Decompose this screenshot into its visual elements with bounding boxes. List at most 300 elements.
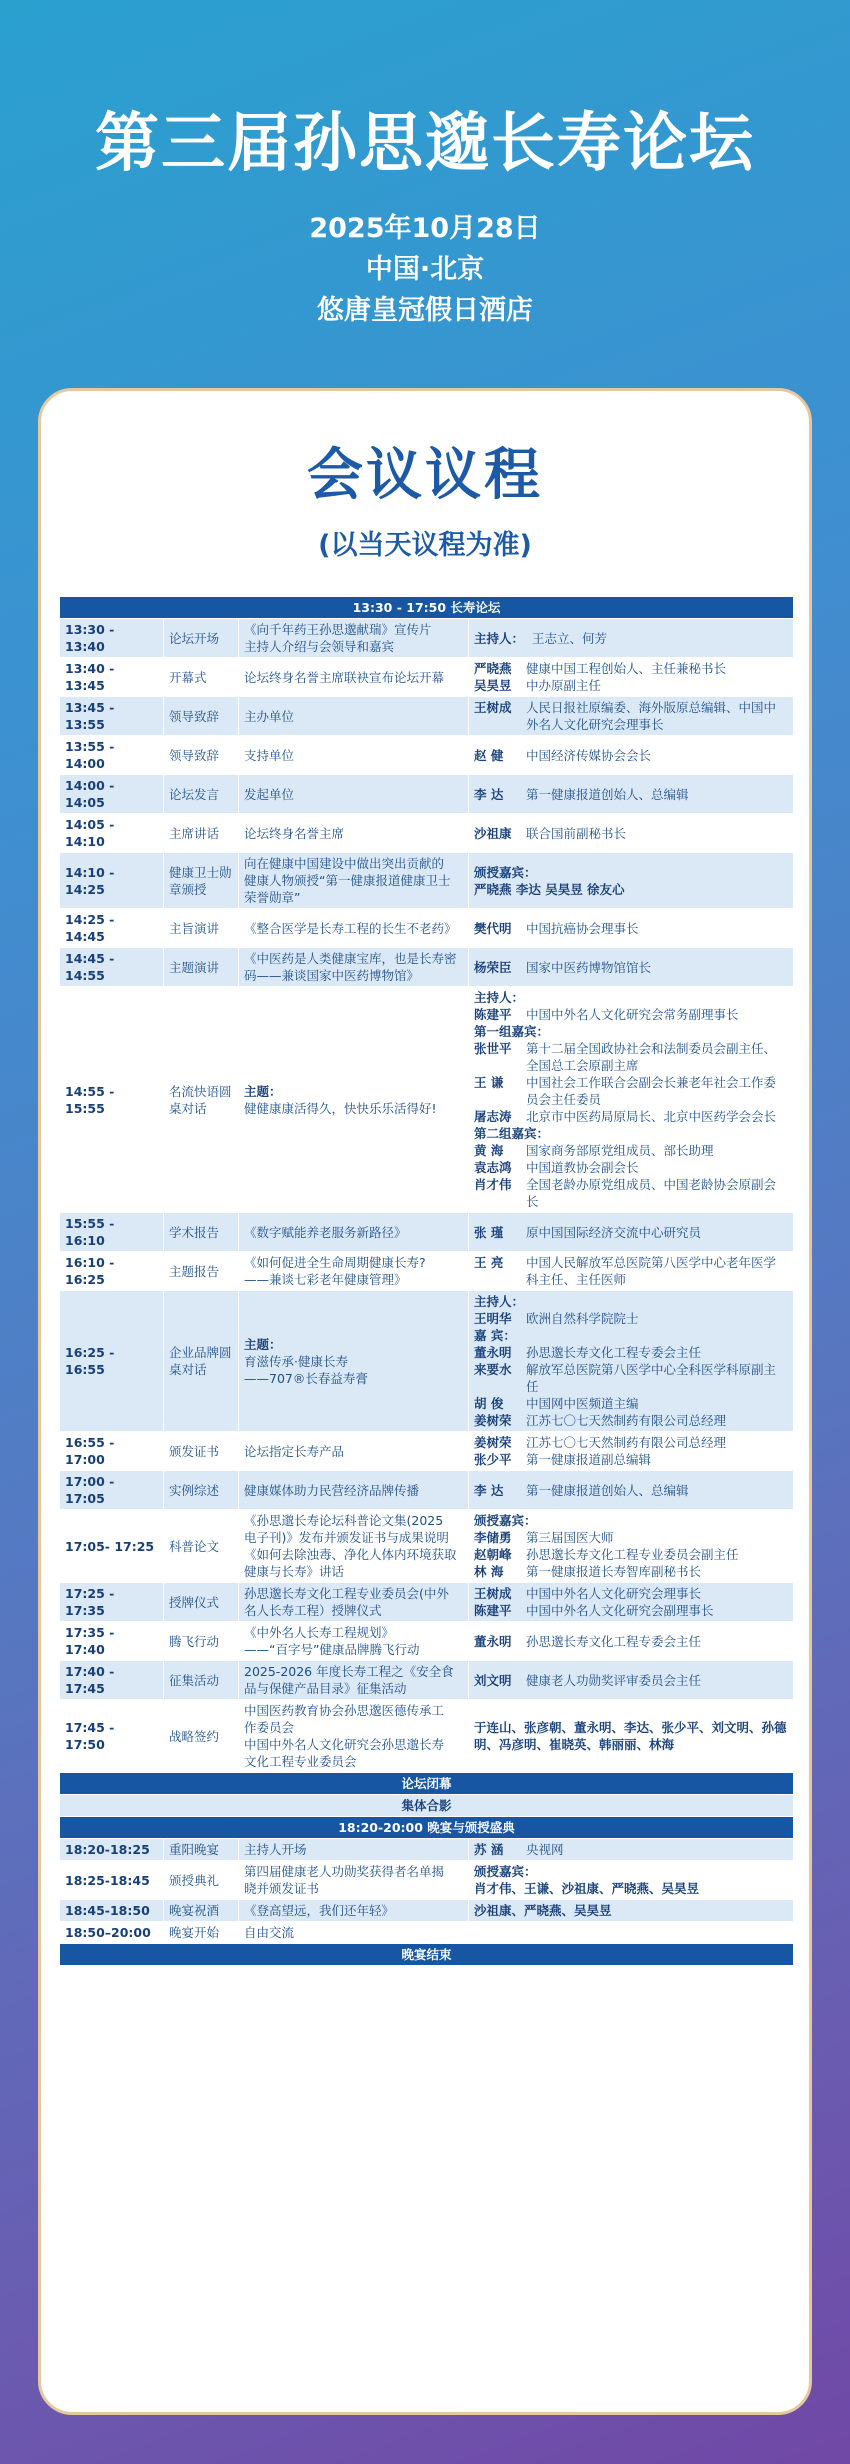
agenda-row [60,1622,794,1661]
session-people [469,697,794,736]
person-name: 屠志涛 [474,1109,512,1124]
person-name: 沙祖康 [474,825,512,841]
person-name: 李储勇 [474,1530,512,1545]
session-content [239,1252,469,1291]
person-name: 主持人： [474,630,525,646]
person-name: 刘文明 [474,1672,512,1688]
agenda-row [60,948,794,987]
session-content [239,1900,469,1922]
session-time: 17:25 - 17:35 [60,1583,164,1622]
session-type: 名流快语圆桌对话 [164,987,239,1213]
person-line [474,1902,788,1919]
session-time: 15:55 - 16:10 [60,1213,164,1252]
person-line [474,1719,788,1753]
person-name: 王 亮 [474,1255,504,1270]
person-role: 中国人民解放军总医院第八医学中心老年医学科主任、主任医师 [526,1255,777,1287]
session-people [469,853,794,909]
session-time: 17:00 - 17:05 [60,1471,164,1510]
person-line [474,959,788,976]
session-type: 晚宴祝酒 [164,1900,239,1922]
content-line: 孙思邈长寿文化工程专业委员会(中外 [244,1586,449,1601]
person-name: 王明华 [474,1311,512,1326]
session-type: 企业品牌圆桌对话 [164,1291,239,1432]
agenda-row [60,1900,794,1922]
person-line [474,699,788,733]
person-line [474,1451,788,1468]
person-name: 杨荣臣 [474,959,512,975]
person-line [474,1512,788,1529]
content-line: ——“百字号”健康品牌腾飞行动 [244,1642,420,1657]
session-time: 14:00 - 14:05 [60,775,164,814]
person-name: 张世平 [474,1041,512,1056]
person-name: 王树成 [474,700,512,715]
session-people [469,1213,794,1252]
person-line [474,1142,788,1159]
agenda-row [60,814,794,853]
session-content [239,736,469,775]
agenda-row [60,1510,794,1583]
agenda-title: 会议议程 [307,443,543,508]
forum-location: 中国·北京 [365,254,485,285]
person-role: 国家商务部原党组成员、部长助理 [526,1143,714,1158]
session-time: 14:05 - 14:10 [60,814,164,853]
person-line [474,1344,788,1361]
person-name: 嘉 宾： [474,1328,516,1343]
person-line [474,1395,788,1412]
person-line [474,1841,788,1858]
person-role: 中国经济传媒协会会长 [526,747,652,763]
person-name: 李 达 [474,786,504,802]
content-line: 论坛终身名誉主席 [244,825,345,841]
content-line: 名人长寿工程）授牌仪式 [244,1603,382,1618]
person-role: 中办原副主任 [526,678,602,693]
session-people [469,1922,794,1944]
person-role: 联合国前副秘书长 [526,825,627,841]
person-name: 来要水 [474,1362,512,1377]
person-role: 第十二届全国政协社会和法制委员会副主任、全国总工会原副主席 [526,1041,777,1073]
content-line: 主题： [244,1083,282,1099]
agenda-row [60,1583,794,1622]
session-type: 开幕式 [164,658,239,697]
person-role: 健康中国工程创始人、主任兼秘书长 [526,661,727,676]
content-line: 《数字赋能养老服务新路径》 [244,1224,407,1240]
session-type: 主席讲话 [164,814,239,853]
person-role: 孙思邈长寿文化工程专业委员会副主任 [526,1547,739,1562]
person-line [474,630,788,647]
content-line: 中国医药教育协会孙思邈医德传承工 [244,1703,445,1718]
agenda-body [60,597,794,1966]
content-line: 育滋传承·健康长寿 [244,1353,348,1369]
session-time: 13:30 - 13:40 [60,619,164,658]
session-type: 颁授典礼 [164,1861,239,1900]
session-type: 晚宴开始 [164,1922,239,1944]
session-time: 17:40 - 17:45 [60,1661,164,1700]
content-line: 主题： [244,1336,282,1352]
forum-venue: 悠唐皇冠假日酒店 [317,295,533,326]
person-line [474,1327,788,1344]
person-line [474,1434,788,1451]
session-content [239,1213,469,1252]
person-line [474,1224,788,1241]
session-type: 征集活动 [164,1661,239,1700]
person-name: 陈建平 [474,1007,512,1022]
agenda-note: (以当天议程为准) [318,530,532,561]
content-line: 健康媒体助力民营经济品牌传播 [244,1482,420,1498]
person-role: 原中国国际经济交流中心研究员 [526,1224,702,1240]
agenda-row [60,697,794,736]
person-role: 江苏七〇七天然制药有限公司总经理 [526,1435,727,1450]
person-name: 王 谦 [474,1075,504,1090]
person-line [474,881,788,898]
person-role: 第一健康报道创始人、总编辑 [526,786,689,802]
person-role: 人民日报社原编委、海外版原总编辑、中国中外名人文化研究会理事长 [526,700,777,732]
person-line [474,1633,788,1650]
agenda-row [60,1291,794,1432]
session-type: 颁发证书 [164,1432,239,1471]
session-type: 授牌仪式 [164,1583,239,1622]
session-people [469,1471,794,1510]
person-name: 姜树荣 [474,1435,512,1450]
person-name: 林 海 [474,1564,504,1579]
session-content [239,853,469,909]
agenda-row [60,853,794,909]
person-line [474,1863,788,1880]
content-line: 发起单位 [244,786,295,802]
person-role: 全国老龄办原党组成员、中国老龄协会原副会长 [526,1177,777,1209]
person-name: 樊代明 [474,920,512,936]
person-name: 主持人： [474,990,525,1005]
forum-date: 2025年10月28日 [309,213,541,244]
session-content [239,1922,469,1944]
session-time: 18:20-18:25 [60,1839,164,1861]
content-line: 荣誉勋章” [244,890,301,905]
content-line: 自由交流 [244,1925,295,1940]
content-line: 《孙思邈长寿论坛科普论文集(2025 [244,1513,444,1528]
session-content [239,1700,469,1773]
session-content [239,1471,469,1510]
session-content [239,948,469,987]
person-line [474,1159,788,1176]
content-line: 《登高望远，我们还年轻》 [244,1903,395,1918]
person-line [474,1585,788,1602]
session-people [469,1900,794,1922]
person-role: 孙思邈长寿文化工程专委会主任 [526,1345,702,1360]
session-people [469,1510,794,1583]
agenda-row [60,1252,794,1291]
agenda-row [60,658,794,697]
content-line: 作委员会 [244,1720,295,1735]
session-content [239,658,469,697]
content-line: 品与保健产品目录》征集活动 [244,1681,407,1696]
content-line: 健健康康活得久，快快乐乐活得好! [244,1100,437,1116]
section-header: 18:20-20:00 晚宴与颁授盛典 [60,1817,794,1839]
session-content [239,987,469,1213]
session-time: 14:45 - 14:55 [60,948,164,987]
content-line: 中国中外名人文化研究会孙思邈长寿 [244,1737,445,1752]
person-role: 第一健康报道创始人、总编辑 [526,1482,689,1498]
person-name: 肖才伟 [474,1177,512,1192]
session-type: 论坛发言 [164,775,239,814]
agenda-row [60,1795,794,1817]
person-name: 袁志鸿 [474,1160,512,1175]
session-content [239,909,469,948]
session-content [239,1432,469,1471]
agenda-row [60,1773,794,1795]
session-time: 17:35 - 17:40 [60,1622,164,1661]
person-name: 李 达 [474,1482,504,1498]
content-line: 论坛指定长寿产品 [244,1443,345,1459]
person-role: 第三届国医大师 [526,1530,614,1545]
content-line: 2025-2026 年度长寿工程之《安全食 [244,1664,454,1679]
agenda-row [60,1944,794,1966]
content-line: ——707®长春益寿膏 [244,1370,368,1386]
person-name: 第一组嘉宾： [474,1024,550,1039]
session-type: 主题报告 [164,1252,239,1291]
person-role: 央视网 [526,1842,564,1857]
session-type: 论坛开场 [164,619,239,658]
person-role: 中国中外名人文化研究会理事长 [526,1586,702,1601]
agenda-row [60,1839,794,1861]
agenda-row [60,987,794,1213]
session-people [469,1252,794,1291]
person-name: 第二组嘉宾： [474,1126,550,1141]
person-role: 健康老人功勋奖评审委员会主任 [526,1672,702,1688]
session-time: 18:50–20:00 [60,1922,164,1944]
agenda-table [59,596,794,1966]
agenda-row [60,1922,794,1944]
session-time: 17:05- 17:25 [60,1510,164,1583]
person-line [474,989,788,1006]
session-time: 16:10 - 16:25 [60,1252,164,1291]
person-line [474,1546,788,1563]
content-line: 支持单位 [244,747,295,763]
person-line [474,1310,788,1327]
content-line: 健康人物颁授“第一健康报道健康卫士 [244,873,451,888]
content-line: 晓并颁发证书 [244,1881,320,1896]
session-type: 主题演讲 [164,948,239,987]
person-name: 王树成 [474,1586,512,1601]
session-people [469,1839,794,1861]
forum-title: 第三届孙思邈长寿论坛 [95,107,755,181]
person-line [474,1880,788,1897]
person-role: 欧洲自然科学院院士 [526,1311,639,1326]
person-name: 吴昊昱 [474,678,512,693]
session-type: 腾飞行动 [164,1622,239,1661]
person-name: 沙祖康、严晓燕、吴昊昱 [474,1903,612,1918]
person-name: 赵 健 [474,747,504,763]
session-people [469,736,794,775]
person-line [474,1006,788,1023]
session-people [469,1622,794,1661]
person-role: 中国网中医频道主编 [526,1396,639,1411]
session-content [239,1839,469,1861]
session-time: 18:25-18:45 [60,1861,164,1900]
session-content [239,619,469,658]
person-role: 王志立、何芳 [532,630,608,646]
person-line [474,1023,788,1040]
agenda-row [60,775,794,814]
content-line: 主持人介绍与会领导和嘉宾 [244,639,395,654]
session-people [469,1583,794,1622]
agenda-row [60,1661,794,1700]
person-line [474,864,788,881]
session-content [239,814,469,853]
session-type: 主旨演讲 [164,909,239,948]
content-line: 论坛终身名誉主席联袂宣布论坛开幕 [244,669,445,685]
person-name: 严晓燕 李达 吴昊昱 徐友心 [474,881,625,897]
session-type: 科普论文 [164,1510,239,1583]
content-line: 主持人开场 [244,1842,307,1857]
person-line [474,1563,788,1580]
session-people [469,1861,794,1900]
person-name: 胡 俊 [474,1396,504,1411]
agenda-row [60,1861,794,1900]
person-role: 中国中外名人文化研究会副理事长 [526,1603,714,1618]
person-line [474,1482,788,1499]
person-line [474,677,788,694]
content-line: ——兼谈七彩老年健康管理》 [244,1272,407,1287]
person-line [474,920,788,937]
content-line: 《向千年药王孙思邈献瑞》宣传片 [244,622,432,637]
session-content [239,1291,469,1432]
session-time: 17:45 - 17:50 [60,1700,164,1773]
agenda-row [60,1471,794,1510]
agenda-row [60,619,794,658]
session-content [239,1861,469,1900]
person-name: 黄 海 [474,1143,504,1158]
session-people [469,775,794,814]
person-role: 国家中医药博物馆馆长 [526,959,652,975]
session-people [469,1661,794,1700]
content-line: 《如何促进全生命周期健康长寿? [244,1255,426,1270]
session-type: 实例综述 [164,1471,239,1510]
session-people [469,658,794,697]
session-type: 战略签约 [164,1700,239,1773]
session-content [239,1622,469,1661]
session-type: 领导致辞 [164,697,239,736]
session-people [469,987,794,1213]
content-line: 《中外名人长寿工程规划》 [244,1625,395,1640]
person-role: 孙思邈长寿文化工程专委会主任 [526,1633,702,1649]
person-role: 中国中外名人文化研究会常务副理事长 [526,1007,739,1022]
person-line [474,1529,788,1546]
agenda-banner: 论坛闭幕 [60,1773,794,1795]
session-content [239,1510,469,1583]
person-line [474,660,788,677]
session-people [469,1291,794,1432]
content-line: 《如何去除浊毒、净化人体内环境获取 [244,1547,457,1562]
session-time: 16:55 - 17:00 [60,1432,164,1471]
content-line: 《中医药是人类健康宝库，也是长寿密 [244,951,457,966]
section-header: 13:30 - 17:50 长寿论坛 [60,597,794,619]
person-name: 严晓燕 [474,661,512,676]
session-type: 学术报告 [164,1213,239,1252]
person-role: 第一健康报道长寿智库副秘书长 [526,1564,702,1579]
person-name: 董永明 [474,1633,512,1649]
person-line [474,825,788,842]
content-line: 主办单位 [244,708,295,724]
person-line [474,1125,788,1142]
content-line: 码——兼谈国家中医药博物馆》 [244,968,420,983]
person-name: 肖才伟、王谦、沙祖康、严晓燕、吴昊昱 [474,1881,700,1896]
person-line [474,1176,788,1210]
content-line: 健康与长寿》讲话 [244,1564,345,1579]
content-line: 电子刊)》发布并颁发证书与成果说明 [244,1530,449,1545]
session-time: 14:55 - 15:55 [60,987,164,1213]
agenda-row [60,736,794,775]
session-time: 14:25 - 14:45 [60,909,164,948]
session-time: 14:10 - 14:25 [60,853,164,909]
session-time: 18:45-18:50 [60,1900,164,1922]
session-content [239,775,469,814]
session-time: 16:25 - 16:55 [60,1291,164,1432]
person-name: 主持人： [474,1294,525,1309]
person-name: 董永明 [474,1345,512,1360]
person-line [474,1293,788,1310]
person-line [474,747,788,764]
person-name: 张少平 [474,1452,512,1467]
agenda-row [60,597,794,619]
person-line [474,1602,788,1619]
person-line [474,786,788,803]
person-line [474,1074,788,1108]
person-line [474,1412,788,1429]
person-line [474,1254,788,1288]
session-people [469,948,794,987]
agenda-row [60,1432,794,1471]
agenda-row [60,1817,794,1839]
session-type: 领导致辞 [164,736,239,775]
session-time: 13:45 - 13:55 [60,697,164,736]
content-line: 文化工程专业委员会 [244,1754,357,1769]
person-name: 苏 涵 [474,1842,504,1857]
person-line [474,1361,788,1395]
person-name: 颁授嘉宾： [474,1864,537,1879]
person-name: 姜树荣 [474,1413,512,1428]
session-people [469,1432,794,1471]
session-content [239,1661,469,1700]
content-line: 向在健康中国建设中做出突出贡献的 [244,856,445,871]
person-line [474,1108,788,1125]
person-name: 颁授嘉宾： [474,1513,537,1528]
agenda-row [60,1213,794,1252]
session-people [469,814,794,853]
person-role: 北京市中医药局原局长、北京中医药学会会长 [526,1109,777,1124]
person-name: 颁授嘉宾： [474,864,537,880]
session-type: 重阳晚宴 [164,1839,239,1861]
session-time: 13:55 - 14:00 [60,736,164,775]
agenda-card [38,388,812,2415]
person-role: 中国抗癌协会理事长 [526,920,639,936]
person-name: 张 瑾 [474,1224,504,1240]
session-time: 13:40 - 13:45 [60,658,164,697]
person-role: 中国社会工作联合会副会长兼老年社会工作委员会主任委员 [526,1075,777,1107]
person-name: 赵朝峰 [474,1547,512,1562]
agenda-banner: 集体合影 [60,1795,794,1817]
person-line [474,1040,788,1074]
content-line: 《整合医学是长寿工程的长生不老药》 [244,920,457,936]
agenda-banner: 晚宴结束 [60,1944,794,1966]
session-content [239,697,469,736]
session-content [239,1583,469,1622]
person-line [474,1672,788,1689]
person-role: 第一健康报道副总编辑 [526,1452,652,1467]
person-name: 陈建平 [474,1603,512,1618]
agenda-row [60,909,794,948]
content-line: 第四届健康老人功勋奖获得者名单揭 [244,1864,445,1879]
person-role: 中国道教协会副会长 [526,1160,639,1175]
person-name: 于连山、张彦朝、董永明、李达、张少平、刘文明、孙德明、冯彦明、崔晓英、韩丽丽、林海 [474,1720,787,1752]
